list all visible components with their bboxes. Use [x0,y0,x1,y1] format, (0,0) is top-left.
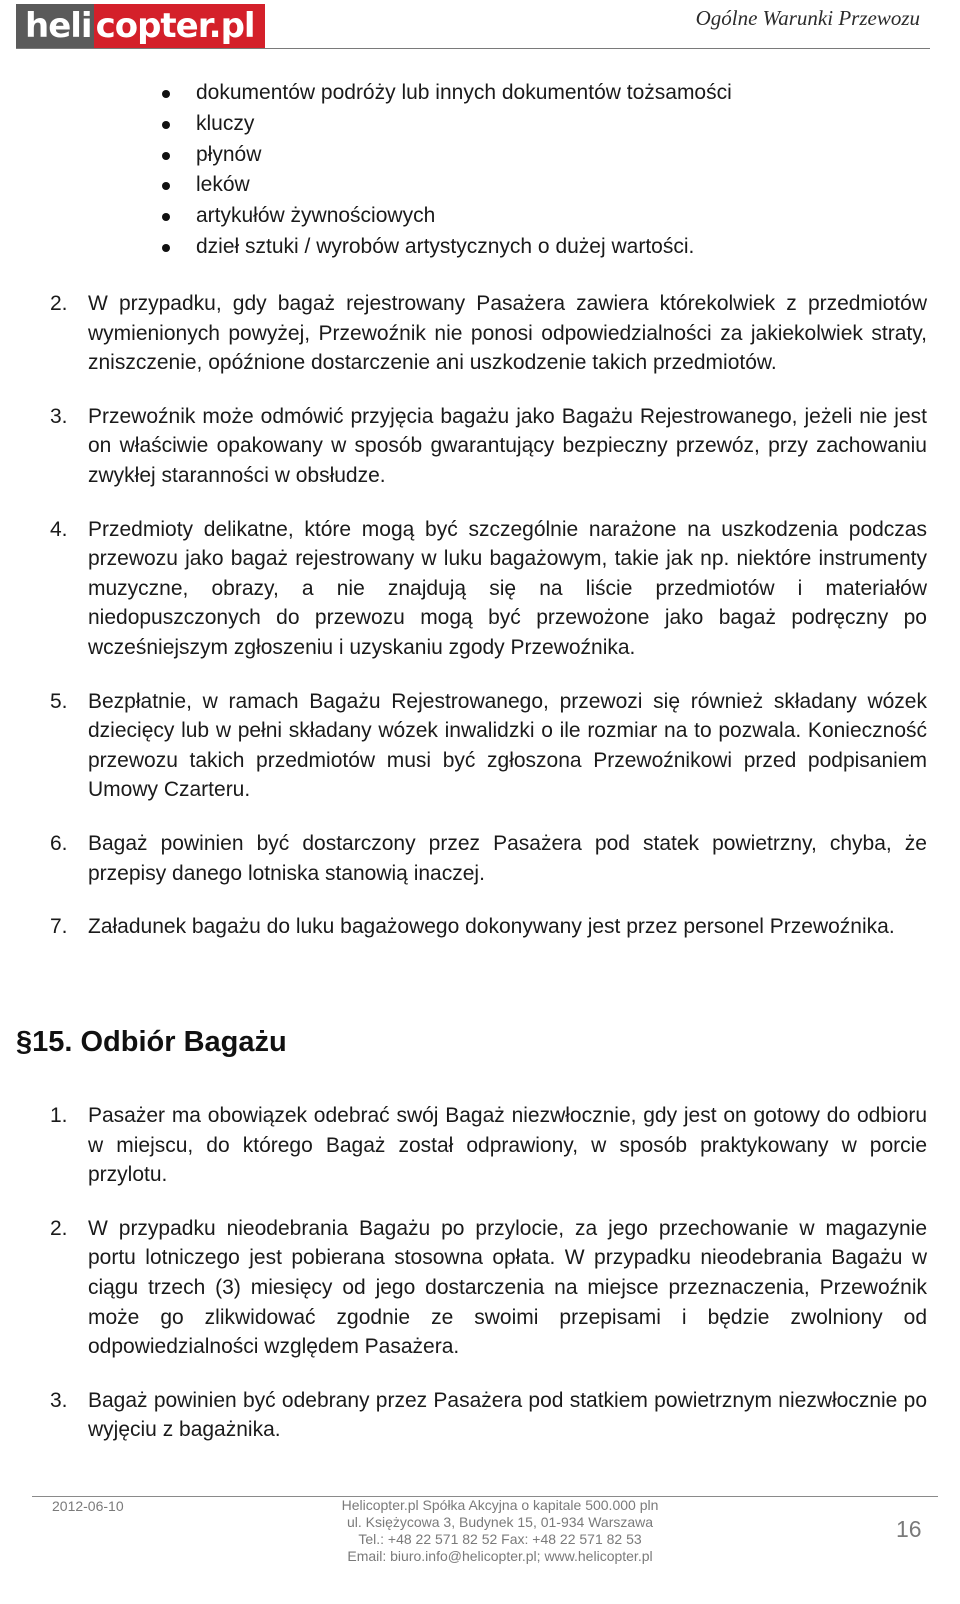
item-text: Przewoźnik może odmówić przyjęcia bagażu jako Bagażu Rejestrowanego, jeżeli nie jest on właściwie opakowany w sposób gwarantujący bezpieczny przewóz, przy zachowaniu zwykłej staranności w obsłudze. [88,404,927,487]
logo-text-heli: heli [16,4,94,48]
section-14-item-6 [50,829,927,888]
bullet-item: leków [160,170,860,201]
page-header [0,0,960,52]
item-number: 2. [50,1216,68,1240]
section-14-item-4 [50,515,927,663]
item-text: W przypadku, gdy bagaż rejestrowany Pasażera zawiera którekolwiek z przedmiotów wymienionych powyżej, Przewoźnik nie ponosi odpowiedzialności za jakiekolwiek straty, zniszczenie, opóźnione dostarczenie ani uszkodzenie takich przedmiotów. [88,292,927,375]
section-14-item-2 [50,289,927,378]
item-number: 1. [50,1104,68,1127]
prohibited-items-list [160,78,860,263]
footer-company: Helicopter.pl Spółka Akcyjna o kapitale 500.000 pln [341,1497,659,1513]
item-text: Bagaż powinien być odebrany przez Pasażera pod statkiem powietrznym niezwłocznie po wyjęciu z bagażnika. [88,1388,927,1442]
header-divider [16,48,930,49]
page-number: 16 [896,1516,922,1542]
section-15-item-3 [50,1386,927,1445]
helicopter-logo [16,4,265,48]
item-number: 4. [50,517,68,541]
bullet-item: artykułów żywnościowych [160,201,860,232]
footer-phone: Tel.: +48 22 571 82 52 Fax: +48 22 571 82 53 [358,1531,642,1547]
bullet-item: dokumentów podróży lub innych dokumentów tożsamości [160,78,860,109]
section-14-list [50,289,927,966]
document-title: Ogólne Warunki Przewozu [695,6,920,30]
item-text: Bagaż powinien być dostarczony przez Pasażera pod statek powietrzny, chyba, że przepisy danego lotniska stanowią inaczej. [88,831,927,885]
section-15-item-2 [50,1214,927,1362]
section-15-list [50,1101,927,1469]
section-14-item-7 [50,912,927,942]
item-number: 7. [50,915,68,939]
item-text: Przedmioty delikatne, które mogą być szczególnie narażone na uszkodzenia podczas przewozu jako bagaż rejestrowany w luku bagażowym, takie jak np. niektóre instrumenty muzyczne, obrazy, a nie znajdują się na liście przedmiotów i materiałów niedopuszczonych do przewozu mogą być przewożone jako bagaż podręczny po wcześniejszym zgłoszeniu i uzyskaniu zgody Przewoźnika. [88,517,927,659]
footer-email: Email: biuro.info@helicopter.pl; www.helicopter.pl [347,1548,653,1564]
item-number: 5. [50,689,68,713]
section-14-item-5 [50,687,927,805]
item-text: Bezpłatnie, w ramach Bagażu Rejestrowanego, przewozi się również składany wózek dziecięcy lub w pełni składany wózek inwalidzki o ile rozmiar na to pozwala. Konieczność przewozu takich przedmiotów musi być zgłoszona Przewoźnikowi przed podpisaniem Umowy Czarteru. [88,689,927,802]
item-number: 3. [50,1388,68,1412]
section-15-item-1 [50,1101,927,1190]
bullet-item: płynów [160,140,860,171]
item-number: 6. [50,831,68,855]
item-text: Załadunek bagażu do luku bagażowego dokonywany jest przez personel Przewoźnika. [88,915,895,939]
item-number: 3. [50,404,68,428]
footer-address: ul. Księżycowa 3, Budynek 15, 01-934 Warszawa [346,1514,654,1530]
item-text: Pasażer ma obowiązek odebrać swój Bagaż niezwłocznie, gdy jest on gotowy do odbioru w miejscu, do którego Bagaż został odprawiony, w sposób praktykowany w porcie przylotu. [88,1104,927,1187]
footer-company-info [290,1497,710,1565]
section-14-item-3 [50,402,927,491]
footer-date: 2012-06-10 [52,1498,124,1514]
bullet-item: kluczy [160,109,860,140]
bullet-item: dzieł sztuki / wyrobów artystycznych o dużej wartości. [160,232,860,263]
section-15-heading: §15. Odbiór Bagażu [16,1026,287,1058]
logo-text-copter: copter.pl [94,4,265,48]
item-number: 2. [50,292,68,315]
item-text: W przypadku nieodebrania Bagażu po przylocie, za jego przechowanie w magazynie portu lotniczego jest pobierana stosowna opłata. W przypadku nieodebrania Bagażu w ciągu trzech (3) miesięcy od jego dostarczenia na miejsce przeznaczenia, Przewoźnik może go zlikwidować zgodnie ze swoimi przepisami i będzie zwolniony od odpowiedzialności względem Pasażera. [88,1216,927,1359]
